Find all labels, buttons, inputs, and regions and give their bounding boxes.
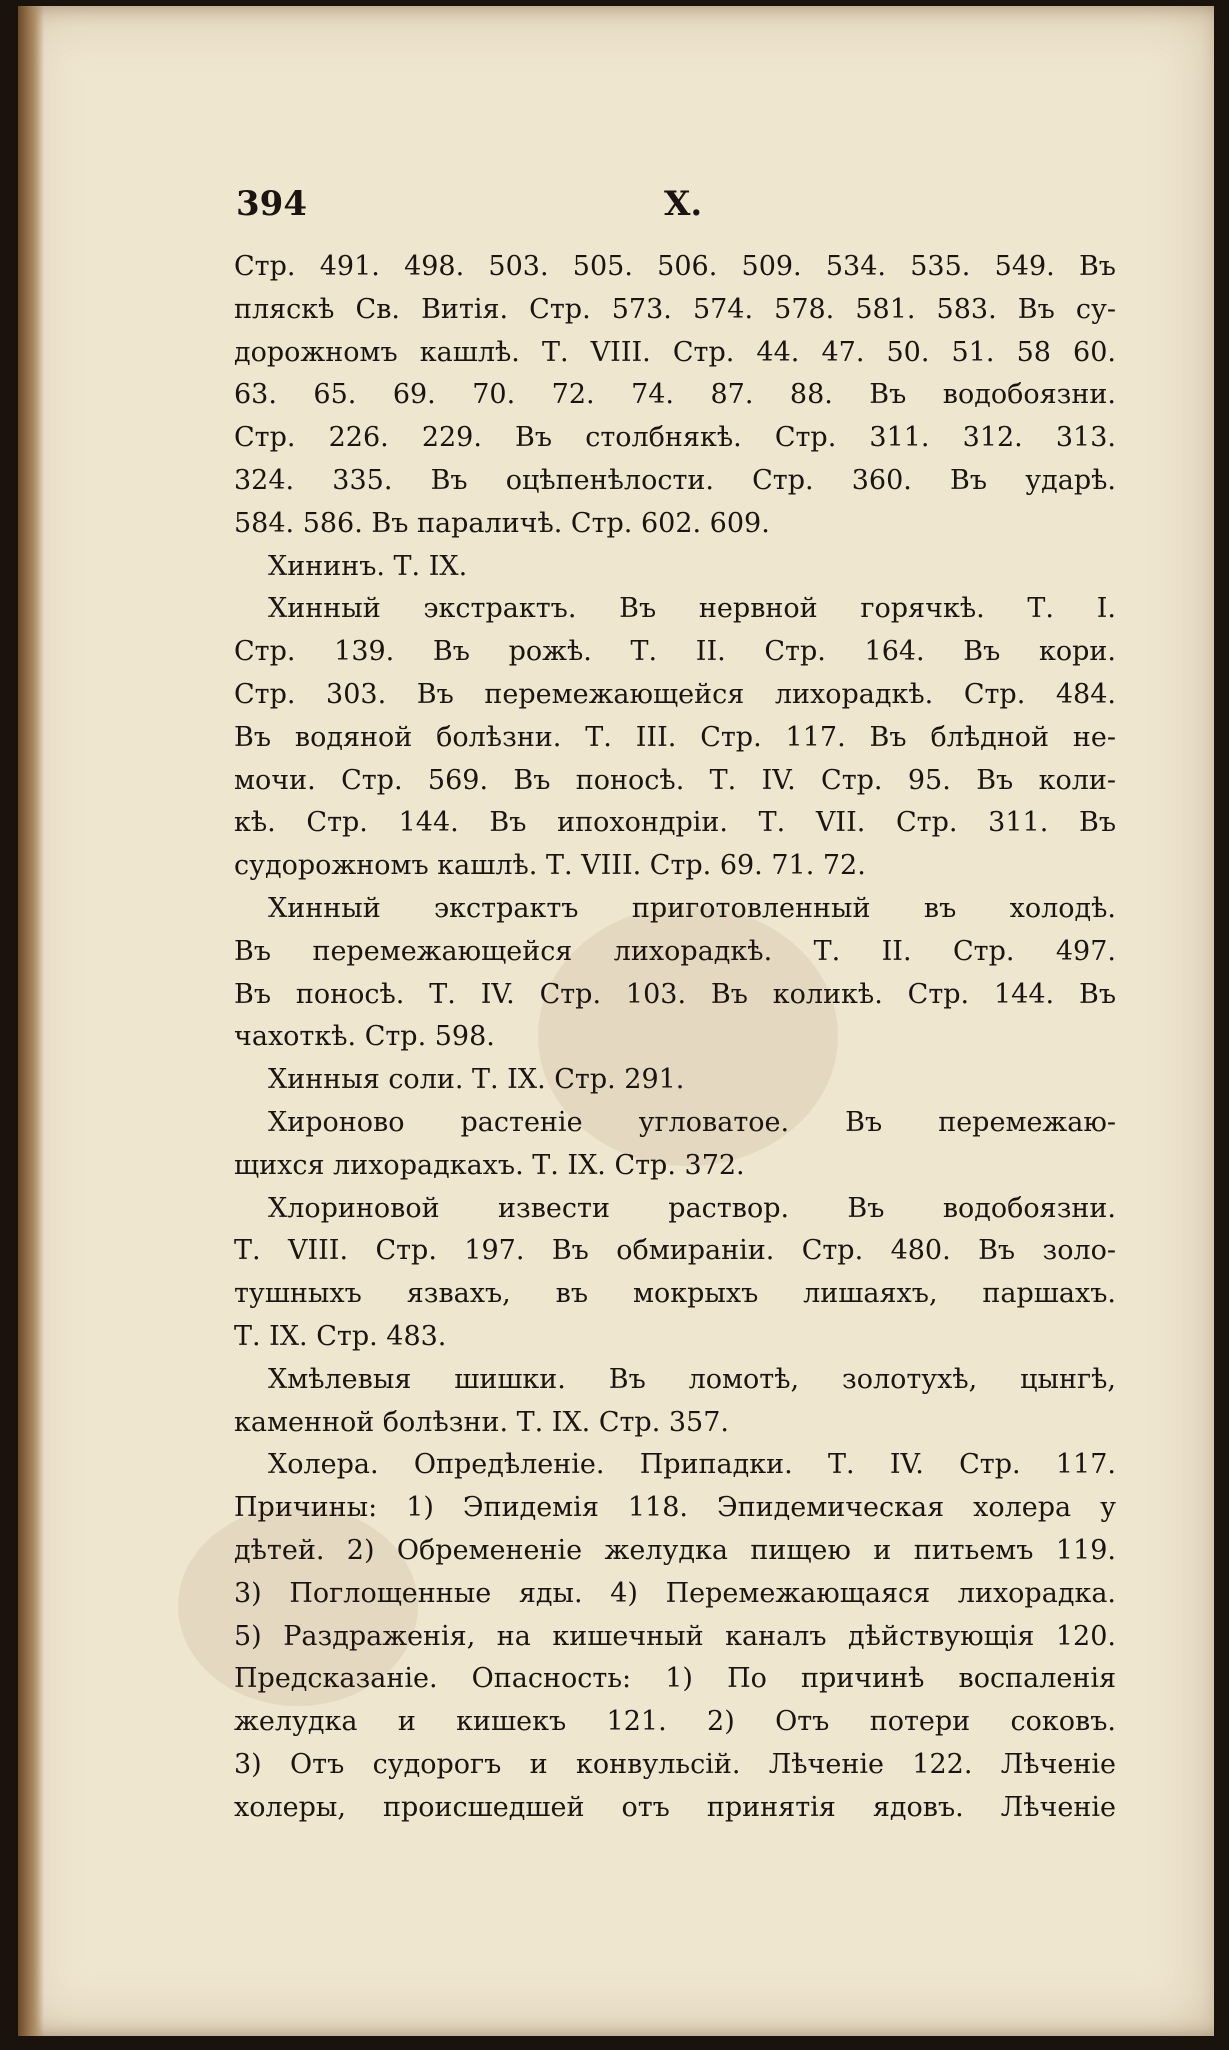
text-line: щихся лихорадкахъ. Т. IX. Стр. 372. [234,1149,745,1181]
text-line: Стр. 491. 498. 503. 505. 506. 509. 534. 535. 549. Въ [234,251,1116,282]
page-number: 394 [236,184,307,224]
text-line: мочи. Стр. 569. Въ поносѣ. Т. IV. Стр. 95. Въ коли- [234,764,1116,796]
text-line: Хироново растеніе угловатое. Въ перемежаю- [268,1106,1116,1138]
text-line: Т. IX. Стр. 483. [234,1320,447,1352]
text-line: Хининъ. Т. IX. [268,550,468,582]
text-line: 3) Поглощенные яды. 4) Перемежающаяся лихорадка. [234,1577,1116,1609]
text-line: желудка и кишекъ 121. 2) Отъ потери соковъ. [234,1706,1116,1738]
book-page [18,6,1214,2036]
page-header [236,184,1116,244]
text-line: кѣ. Стр. 144. Въ ипохондріи. Т. VII. Стр. 311. Въ [234,807,1116,839]
text-line: 3) Отъ судорогъ и конвульсій. Лѣченіе 122. Лѣченіе [234,1748,1116,1780]
text-line: Предсказаніе. Опасность: 1) По причинѣ воспаленія [234,1663,1116,1695]
text-line: Хинный экстрактъ приготовленный въ холодѣ. [268,892,1116,924]
text-line: Холера. Опредѣленіе. Припадки. Т. IV. Стр. 117. [268,1449,1116,1481]
text-line: судорожномъ кашлѣ. Т. VIII. Стр. 69. 71. 72. [234,850,866,882]
text-line: Хинный экстрактъ. Въ нервной горячкѣ. Т. I. [268,593,1116,625]
text-line: пляскѣ Св. Витія. Стр. 573. 574. 578. 581. 583. Въ су- [234,293,1116,325]
page-binding-edge [18,6,44,2036]
text-line: Хлориновой извести раствор. Въ водобоязни. [268,1192,1116,1224]
text-line: Въ поносѣ. Т. IV. Стр. 103. Въ коликѣ. Стр. 144. Въ [234,978,1116,1010]
text-line: Причины: 1) Эпидемія 118. Эпидемическая холера у [234,1492,1116,1524]
text-line: дорожномъ кашлѣ. Т. VIII. Стр. 44. 47. 50. 51. 58 60. [234,336,1116,368]
text-line: Хинныя соли. Т. IX. Стр. 291. [268,1064,685,1096]
text-line: чахоткѣ. Стр. 598. [234,1021,495,1053]
text-line: Въ водяной болѣзни. Т. III. Стр. 117. Въ блѣдной не- [234,721,1116,753]
text-line: каменной болѣзни. Т. IX. Стр. 357. [234,1406,729,1438]
text-line: Стр. 226. 229. Въ столбнякѣ. Стр. 311. 312. 313. [234,422,1116,454]
index-text-body [234,246,1116,1829]
section-letter: X. [664,184,703,224]
text-line: Т. VIII. Стр. 197. Въ обмираніи. Стр. 480. Въ золо- [234,1235,1116,1267]
text-line: 584. 586. Въ параличѣ. Стр. 602. 609. [234,507,770,539]
text-line: Стр. 139. Въ рожѣ. Т. II. Стр. 164. Въ кори. [234,636,1116,668]
text-line: холеры, происшедшей отъ принятія ядовъ. Лѣченіе [234,1791,1116,1823]
text-line: Въ перемежающейся лихорадкѣ. Т. II. Стр. 497. [234,935,1116,967]
text-line: дѣтей. 2) Обремененіе желудка пищею и питьемъ 119. [234,1534,1116,1566]
text-line: 5) Раздраженія, на кишечный каналъ дѣйствующія 120. [234,1620,1116,1652]
text-line: 324. 335. Въ оцѣпенѣлости. Стр. 360. Въ ударѣ. [234,464,1116,496]
text-line: Хмѣлевыя шишки. Въ ломотѣ, золотухѣ, цынгѣ, [268,1363,1116,1395]
text-line: 63. 65. 69. 70. 72. 74. 87. 88. Въ водобоязни. [234,379,1116,411]
text-line: тушныхъ язвахъ, въ мокрыхъ лишаяхъ, паршахъ. [234,1278,1116,1310]
text-line: Стр. 303. Въ перемежающейся лихорадкѣ. Стр. 484. [234,678,1116,710]
